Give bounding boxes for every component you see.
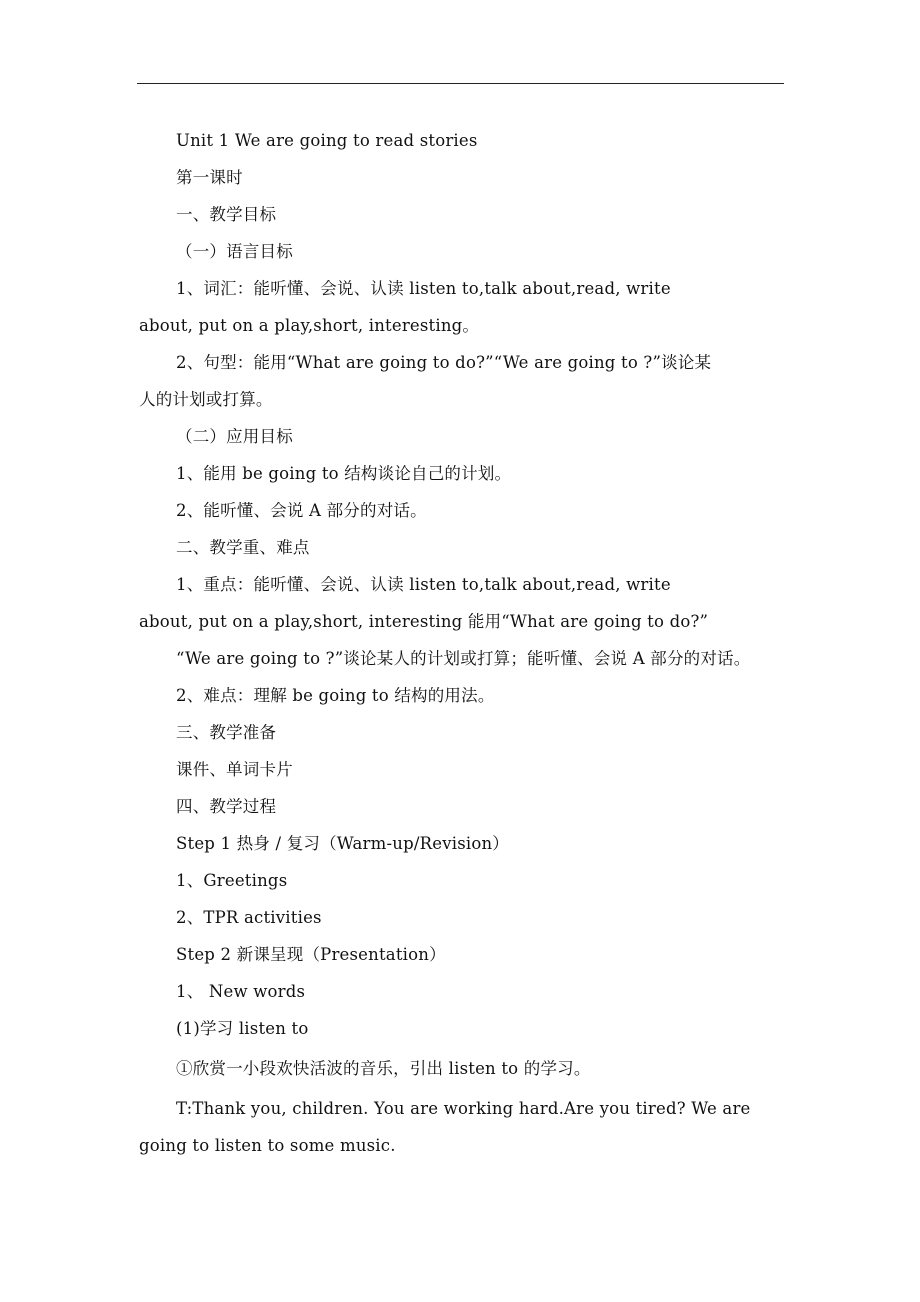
subsection-heading-application: （二）应用目标 xyxy=(176,427,293,446)
step-2-item-1: 1、 New words xyxy=(176,982,306,1001)
key-point-line-2: about, put on a play,short, interesting 能用“What are going to do?” xyxy=(139,612,709,631)
section-heading-preparation: 三、教学准备 xyxy=(176,723,277,742)
document-body xyxy=(139,122,784,1164)
application-item-1: 1、能用 be going to 结构谈论自己的计划。 xyxy=(176,464,512,483)
teacher-dialogue-line-1: T:Thank you, children. You are working hard.Are you tired? We are xyxy=(176,1099,751,1118)
sentence-pattern-line-2: 人的计划或打算。 xyxy=(139,390,273,409)
step-1-item-1: 1、Greetings xyxy=(176,871,288,890)
vocabulary-line-1: 1、词汇：能听懂、会说、认读 listen to,talk about,read, write xyxy=(176,279,671,298)
unit-title: Unit 1 We are going to read stories xyxy=(176,131,478,150)
section-heading-key-points: 二、教学重、难点 xyxy=(176,538,310,557)
teacher-dialogue-line-2: going to listen to some music. xyxy=(139,1136,396,1155)
key-point-line-1: 1、重点：能听懂、会说、认读 listen to,talk about,read, write xyxy=(176,575,671,594)
difficult-point: 2、难点：理解 be going to 结构的用法。 xyxy=(176,686,495,705)
step-1-item-2: 2、TPR activities xyxy=(176,908,322,927)
lesson-number: 第一课时 xyxy=(176,168,243,187)
sentence-pattern-line-1: 2、句型：能用“What are going to do?”“We are going to ?”谈论某 xyxy=(176,353,712,372)
section-heading-procedure: 四、教学过程 xyxy=(176,797,277,816)
step-2-heading: Step 2 新课呈现（Presentation） xyxy=(176,945,446,964)
header-rule xyxy=(137,83,784,84)
step-2-activity-1: ①欣赏一小段欢快活波的音乐，引出 listen to 的学习。 xyxy=(176,1059,591,1078)
step-1-heading: Step 1 热身 / 复习（Warm-up/Revision） xyxy=(176,834,510,853)
section-heading-objectives: 一、教学目标 xyxy=(176,205,277,224)
key-point-line-3: “We are going to ?”谈论某人的计划或打算；能听懂、会说 A 部分的对话。 xyxy=(176,649,751,668)
application-item-2: 2、能听懂、会说 A 部分的对话。 xyxy=(176,501,427,520)
subsection-heading-language: （一）语言目标 xyxy=(176,242,293,261)
preparation-items: 课件、单词卡片 xyxy=(176,760,293,779)
vocabulary-line-2: about, put on a play,short, interesting。 xyxy=(139,316,480,335)
step-2-subitem-1: (1)学习 listen to xyxy=(176,1019,309,1038)
